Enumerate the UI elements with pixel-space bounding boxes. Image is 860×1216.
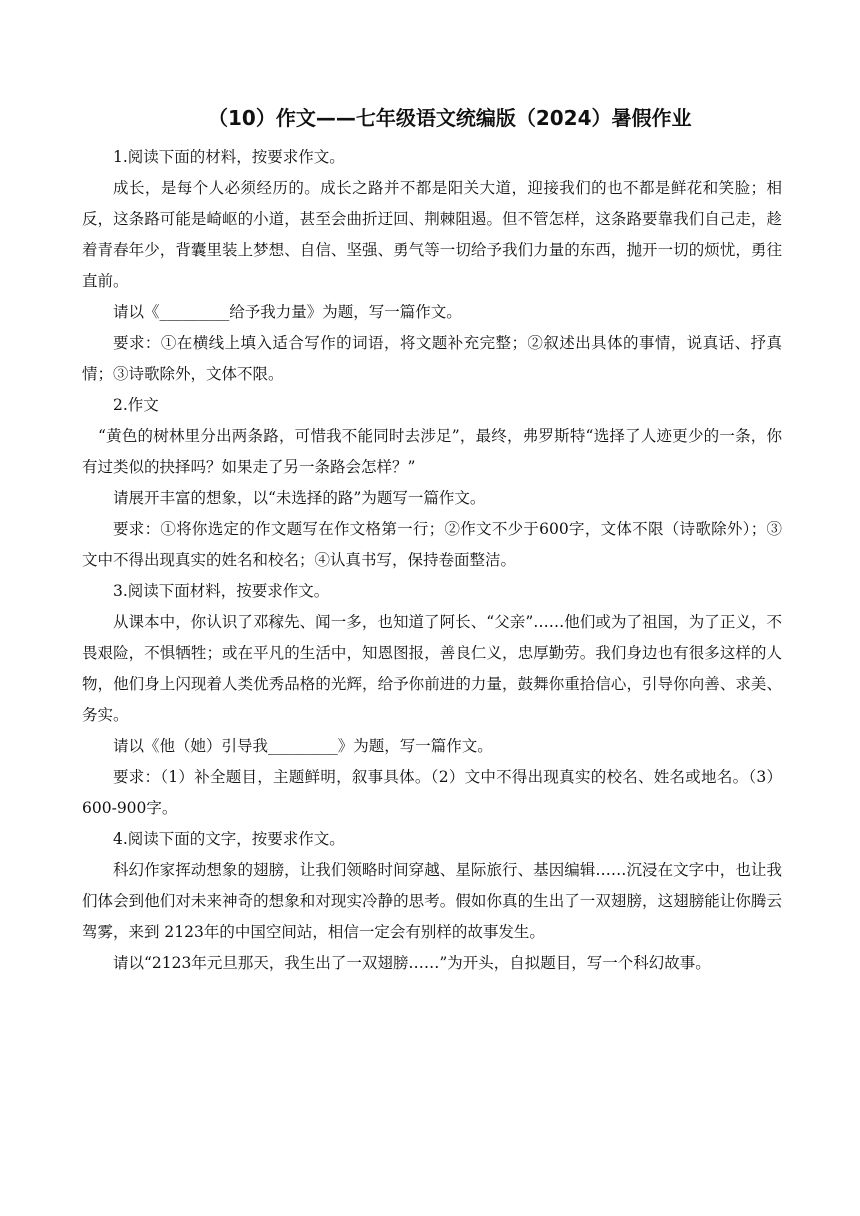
question-2-heading: 2.作文 [113,396,159,414]
question-1-heading: 1.阅读下面的材料，按要求作文。 [113,148,345,166]
document-page [82,100,782,979]
document-title: （10）作文——七年级语文统编版（2024）暑假作业 [208,106,692,130]
question-3-material: 从课本中，你认识了邓稼先、闻一多，也知道了阿长、“父亲”……他们或为了祖国，为了正义，不畏艰险，不惧牺牲；或在平凡的生活中，知恩图报，善良仁义，忠厚勤劳。我们身边也有很多这样的人物，他们身上闪现着人类优秀品格的光辉，给予你前进的力量，鼓舞你重拾信心，引导你向善、求美、务实。 [82,613,782,724]
question-1-task: 请以《_________给予我力量》为题，写一篇作文。 [113,303,462,321]
question-3-requirements: 要求：（1）补全题目，主题鲜明，叙事具体。（2）文中不得出现真实的校名、姓名或地名。（3）600-900字。 [82,768,782,817]
question-1-material: 成长，是每个人必须经历的。成长之路并不都是阳关大道，迎接我们的也不都是鲜花和笑脸；相反，这条路可能是崎岖的小道，甚至会曲折迂回、荆棘阻遏。但不管怎样，这条路要靠我们自己走，趁着青春年少，背囊里装上梦想、自信、坚强、勇气等一切给予我们力量的东西，抛开一切的烦忧，勇往直前。 [82,179,782,290]
question-4-material: 科幻作家挥动想象的翅膀，让我们领略时间穿越、星际旅行、基因编辑……沉浸在文字中，也让我们体会到他们对未来神奇的想象和对现实冷静的思考。假如你真的生出了一双翅膀，这翅膀能让你腾云驾雾，来到 2123年的中国空间站，相信一定会有别样的故事发生。 [82,861,782,941]
question-3-heading: 3.阅读下面材料，按要求作文。 [113,582,330,600]
question-2-task: 请展开丰富的想象，以“未选择的路”为题写一篇作文。 [113,489,486,507]
question-1-requirements: 要求：①在横线上填入适合写作的词语，将文题补充完整；②叙述出具体的事情，说真话、抒真情；③诗歌除外，文体不限。 [82,334,782,383]
question-4-heading: 4.阅读下面的文字，按要求作文。 [113,830,345,848]
question-4-task: 请以“2123年元旦那天，我生出了一双翅膀……”为开头，自拟题目，写一个科幻故事。 [113,954,711,972]
question-2-requirements: 要求：①将你选定的作文题写在作文格第一行；②作文不少于600字，文体不限（诗歌除外）；③文中不得出现真实的姓名和校名；④认真书写，保持卷面整洁。 [82,520,782,569]
question-3-task: 请以《他（她）引导我_________》为题，写一篇作文。 [113,737,493,755]
question-2-material: “黄色的树林里分出两条路，可惜我不能同时去涉足”，最终，弗罗斯特“选择了人迹更少的一条，你有过类似的抉择吗？如果走了另一条路会怎样？” [82,427,782,476]
